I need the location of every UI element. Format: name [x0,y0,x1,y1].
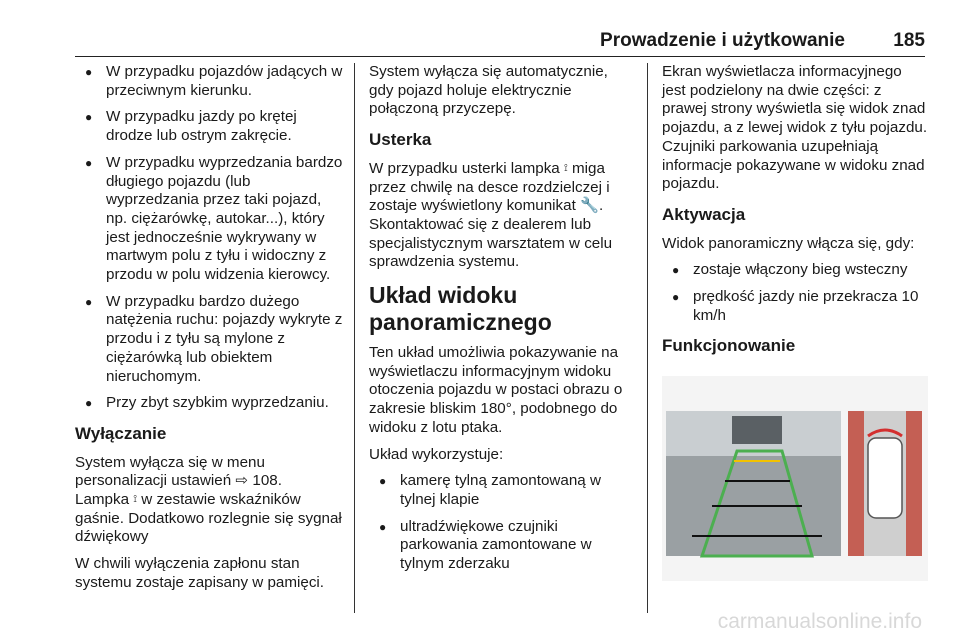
top-down-view [848,411,922,556]
blind-spot-indicator-icon: ⟟ [133,494,138,506]
list-item: ● W przypadku wyprzedzania bardzo długiego pojazdu (lub wyprzedzania przez taki pojazd, np. ciężarówkę, autokar...), który jest jednocześnie wykrywany w martwym polu z tyłu i widoczny z przodu w polu widzenia kierowcy. [75,154,345,285]
list-item: ● W przypadku jazdy po krętej drodze lub ostrym zakręcie. [75,108,345,145]
list-item: ● W przypadku pojazdów jadących w przeciwnym kierunku. [75,63,345,100]
column-divider [647,63,648,613]
arrow-right-triangle-icon: ⇨ [235,472,249,490]
blind-spot-indicator-icon: ⟟ [564,162,568,174]
list-item: ● prędkość jazdy nie przekracza 10 km/h [662,288,928,325]
list-item: ● kamerę tylną zamontowaną w tylnej klapie [369,472,635,509]
hatched-zone-left [848,411,864,556]
text: miga przez chwilę na desce rozdzielczej i zostaje wyświetlony komunikat [369,159,610,215]
column-left [75,63,345,601]
page-number: 185 [893,30,925,51]
panoramic-view-illustration [662,376,928,581]
header-title: Prowadzenie i użytkowanie [600,30,845,51]
column-middle [369,63,635,582]
watermark: carmanualsonline.info [717,610,922,633]
panoramic-view-svg [662,376,928,581]
column-divider [354,63,355,613]
list-item: ● Przy zbyt szybkim wyprzedzaniu. [75,394,345,413]
text: w zestawie wskaźników gaśnie. Dodatkowo rozlegnie się sygnał dźwiękowy [75,491,342,546]
paragraph [75,454,345,548]
heading-activation: Aktywacja [662,204,746,224]
heading-disable: Wyłączanie [75,423,167,443]
activation-list [662,261,928,325]
paragraph [369,160,635,272]
page-header [75,20,925,52]
paragraph: System wyłącza się automatycznie, gdy pojazd holuje elektrycznie połączoną przyczepę. [369,63,608,118]
rear-camera-view [666,411,841,556]
paragraph: Widok panoramiczny włącza się, gdy: [662,234,915,252]
text: W przypadku usterki lampka [369,159,560,177]
components-list [369,472,635,574]
heading-fault: Usterka [369,130,432,150]
text: . Skontaktować się z dealerem lub specjalistycznym warsztatem w celu sprawdzenia systemu. [369,197,613,271]
page-reference-link[interactable]: 108. [252,472,282,490]
header-rule [75,56,925,57]
paragraph: Ten układ umożliwia pokazywanie na wyświetlaczu informacyjnym widoku otoczenia pojazdu w postaci obrazu o zakresie bliskim 180°, podobnego do widoku z lotu ptaka. [369,344,623,436]
column-right [662,63,928,581]
paragraph: Układ wykorzystuje: [369,445,504,463]
paragraph: W chwili wyłączenia zapłonu stan systemu zostaje zapisany w pamięci. [75,555,325,591]
text: Lampka [75,491,130,509]
section-heading: Układ widoku panoramicznego [369,282,552,336]
list-item: ● W przypadku bardzo dużego natężenia ruchu: pojazdy wykryte z przodu i z tyłu są mylone z ciężarówką lub obiektem nieruchomym. [75,293,345,387]
wrench-icon: 🔧 [580,197,599,215]
heading-function: Funkcjonowanie [662,336,796,356]
vehicle-top-icon [868,438,902,518]
list-item: ● zostaje włączony bieg wsteczny [662,261,928,280]
list-item: ● ultradźwiękowe czujniki parkowania zamontowane w tylnym zderzaku [369,518,635,574]
limitations-list [75,63,345,413]
hatched-zone-right [906,411,922,556]
paragraph: Ekran wyświetlacza informacyjnego jest podzielony na dwie części: z prawej strony wyświetla się widok znad pojazdu, a z lewej widok z tyłu pojazdu. Czujniki parkowania uzupełniają informacje pokazywane w widoku znad pojazdu. [662,63,928,193]
vehicle-behind [732,416,782,444]
text: System wyłącza się w menu personalizacji ustawień [75,453,265,490]
